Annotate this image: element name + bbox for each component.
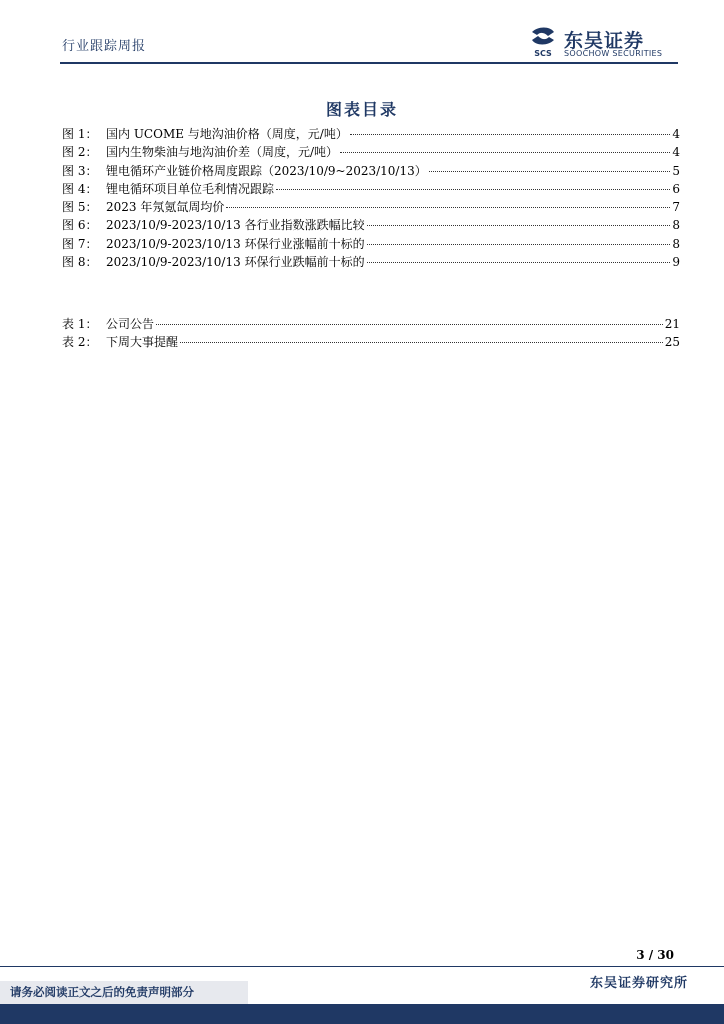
report-type: 行业跟踪周报 [62, 39, 147, 54]
toc-title: 图表目录 [325, 100, 398, 119]
dot-leader [156, 315, 663, 325]
footer-bar [0, 1004, 724, 1024]
soochow-logo-icon [528, 26, 558, 58]
entry-label: 表 1： [62, 317, 98, 331]
entry-label: 图 3： [62, 163, 98, 178]
dot-leader [367, 235, 670, 245]
table-list [62, 315, 680, 352]
dot-leader [367, 253, 670, 263]
entry-page: 21 [664, 317, 680, 331]
figure-list [62, 125, 680, 271]
toc-entry-table-1[interactable] [62, 315, 680, 333]
entry-title: 国内生物柴油与地沟油价差（周度，元/吨） [106, 145, 339, 160]
entry-title: 2023/10/9-2023/10/13 环保行业跌幅前十标的 [106, 255, 365, 270]
toc-entry-figure-8[interactable] [62, 253, 680, 271]
entry-page: 5 [672, 163, 680, 178]
footer-divider [0, 966, 724, 967]
entry-title: 2023/10/9-2023/10/13 各行业指数涨跌幅比较 [106, 218, 365, 233]
entry-page: 4 [672, 145, 680, 160]
toc-entry-figure-1[interactable] [62, 125, 680, 143]
entry-title: 下周大事提醒 [106, 335, 179, 350]
entry-title: 公司公告 [106, 317, 155, 331]
entry-title: 2023/10/9-2023/10/13 环保行业涨幅前十标的 [106, 236, 365, 251]
dot-leader [350, 125, 670, 135]
toc-entry-figure-5[interactable] [62, 198, 680, 216]
toc-entry-figure-4[interactable] [62, 180, 680, 198]
toc-entry-figure-6[interactable] [62, 216, 680, 234]
page-number: 3 / 30 [636, 948, 674, 962]
toc-entry-figure-7[interactable] [62, 235, 680, 253]
entry-title: 锂电循环产业链价格周度跟踪（2023/10/9~2023/10/13） [106, 163, 427, 178]
entry-page: 6 [672, 181, 680, 196]
dot-leader [276, 180, 670, 190]
header-divider [60, 62, 678, 64]
logo-mark-text: SCS [534, 49, 552, 58]
toc-entry-figure-3[interactable] [62, 162, 680, 180]
company-logo [528, 26, 678, 60]
entry-label: 图 7： [62, 236, 98, 251]
entry-page: 7 [672, 200, 680, 215]
entry-label: 图 8： [62, 255, 98, 270]
research-institute: 东吴证券研究所 [589, 976, 688, 991]
entry-page: 8 [672, 236, 680, 251]
dot-leader [367, 216, 670, 226]
toc-entry-figure-2[interactable] [62, 143, 680, 161]
entry-title: 锂电循环项目单位毛利情况跟踪 [106, 181, 275, 196]
entry-label: 图 6： [62, 218, 98, 233]
entry-label: 图 5： [62, 200, 98, 215]
entry-label: 表 2： [62, 335, 98, 350]
entry-page: 9 [672, 255, 680, 270]
entry-label: 图 4： [62, 181, 98, 196]
entry-label: 图 2： [62, 145, 98, 160]
entry-page: 25 [664, 335, 680, 350]
entry-page: 8 [672, 218, 680, 233]
entry-page: 4 [672, 127, 680, 141]
toc-entry-table-2[interactable] [62, 333, 680, 351]
logo-company-name-en: SOOCHOW SECURITIES [564, 49, 663, 58]
dot-leader [340, 143, 670, 153]
logo-company-name: 东吴证券 [564, 30, 645, 52]
dot-leader [429, 162, 670, 172]
dot-leader [226, 198, 670, 208]
entry-title: 2023 年氖氪氙周均价 [106, 200, 225, 215]
entry-title: 国内 UCOME 与地沟油价格（周度，元/吨） [106, 127, 348, 141]
disclaimer-notice: 请务必阅读正文之后的免责声明部分 [0, 981, 248, 1004]
entry-label: 图 1： [62, 127, 98, 141]
dot-leader [180, 333, 663, 343]
